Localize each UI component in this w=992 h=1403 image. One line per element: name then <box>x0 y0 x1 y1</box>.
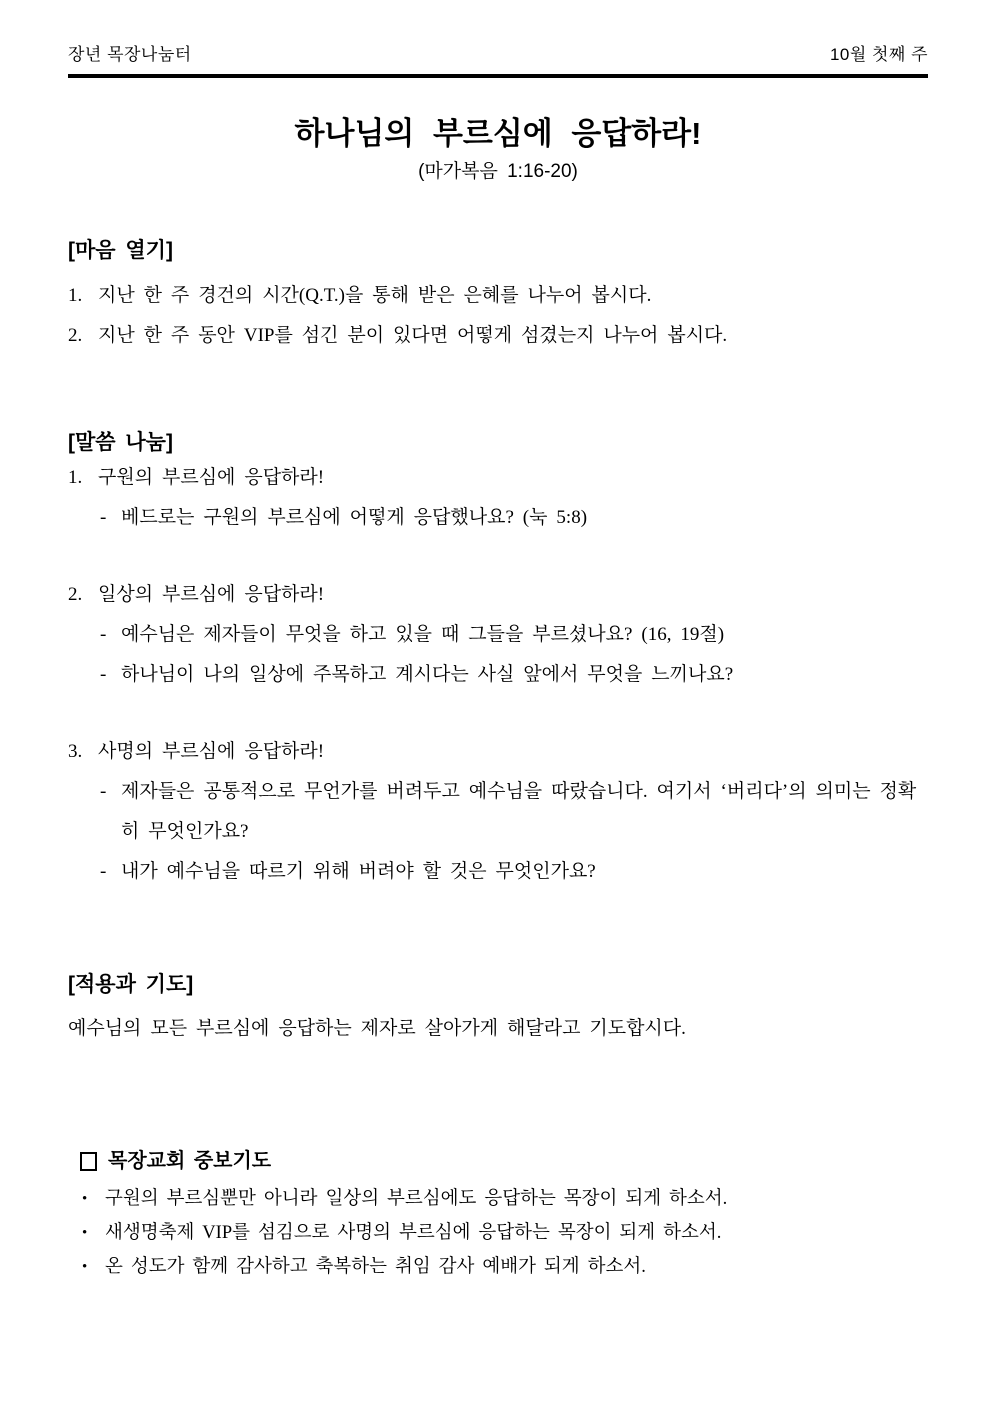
intercession-bullet-list <box>82 1182 928 1284</box>
point-title: 사명의 부르심에 응답하라! <box>98 741 325 762</box>
prayer-bullet <box>82 1216 928 1250</box>
question-row <box>100 852 928 892</box>
dash-marker: - <box>100 624 107 645</box>
page-header <box>68 44 928 66</box>
item-text: 지난 한 주 동안 VIP를 섬긴 분이 있다면 어떻게 섬겼는지 나누어 봅시다. <box>98 325 728 346</box>
header-divider-rule <box>68 74 928 78</box>
dash-marker: - <box>100 861 107 882</box>
bullet-icon: • <box>82 1259 88 1275</box>
point-title-row <box>68 458 928 498</box>
opening-item <box>68 316 928 356</box>
opening-item <box>68 276 928 316</box>
point-title-row <box>68 575 928 615</box>
question-row <box>100 772 928 852</box>
dash-marker: - <box>100 664 107 685</box>
bullet-text: 새생명축제 VIP를 섬김으로 사명의 부르심에 응답하는 목장이 되게 하소서. <box>105 1223 722 1243</box>
intercession-title: 목장교회 중보기도 <box>108 1150 272 1172</box>
point-number: 3. <box>68 741 83 762</box>
prayer-bullet <box>82 1182 928 1216</box>
question-text: 제자들은 공통적으로 무언가를 버려두고 예수님을 따랐습니다. 여기서 ‘버리다’의 의미는 정확히 무엇인가요? <box>121 781 917 842</box>
checkbox-icon <box>80 1152 97 1171</box>
point-title: 구원의 부르심에 응답하라! <box>98 467 325 488</box>
dash-marker: - <box>100 507 107 528</box>
question-text: 베드로는 구원의 부르심에 어떻게 응답했나요? (눅 5:8) <box>121 507 588 528</box>
question-row <box>100 615 928 655</box>
scripture-reference: (마가복음 1:16-20) <box>418 161 578 182</box>
question-text: 하나님이 나의 일상에 주목하고 계시다는 사실 앞에서 무엇을 느끼나요? <box>121 664 734 685</box>
question-text: 내가 예수님을 따르기 위해 버려야 할 것은 무엇인가요? <box>121 861 596 882</box>
dash-marker: - <box>100 781 107 802</box>
item-number: 1. <box>68 285 83 306</box>
question-row <box>100 655 928 695</box>
point-title-row <box>68 732 928 772</box>
item-number: 2. <box>68 325 83 346</box>
bullet-text: 구원의 부르심뿐만 아니라 일상의 부르심에도 응답하는 목장이 되게 하소서. <box>105 1189 728 1209</box>
point-number: 2. <box>68 584 83 605</box>
section-heading-word-sharing: [말씀 나눔] <box>68 431 173 454</box>
item-text: 지난 한 주 경건의 시간(Q.T.)을 통해 받은 은혜를 나누어 봅시다. <box>98 285 652 306</box>
header-doc-title: 장년 목장나눔터 <box>68 45 192 64</box>
point-number: 1. <box>68 467 83 488</box>
bullet-icon: • <box>82 1191 88 1207</box>
point-title: 일상의 부르심에 응답하라! <box>98 584 325 605</box>
prayer-bullet <box>82 1250 928 1284</box>
question-row <box>100 498 928 538</box>
section-heading-application: [적용과 기도] <box>68 973 194 996</box>
header-week-label: 10월 첫째 주 <box>829 45 928 64</box>
application-text: 예수님의 모든 부르심에 응답하는 제자로 살아가게 해달라고 기도합시다. <box>68 1018 686 1039</box>
bullet-text: 온 성도가 함께 감사하고 축복하는 취임 감사 예배가 되게 하소서. <box>105 1257 646 1277</box>
bullet-icon: • <box>82 1225 88 1241</box>
section-heading-opening: [마음 열기] <box>68 239 173 262</box>
lesson-title: 하나님의 부르심에 응답하라! <box>294 116 702 151</box>
question-text: 예수님은 제자들이 무엇을 하고 있을 때 그들을 부르셨나요? (16, 19절) <box>121 624 725 645</box>
intercession-heading <box>80 1146 928 1176</box>
